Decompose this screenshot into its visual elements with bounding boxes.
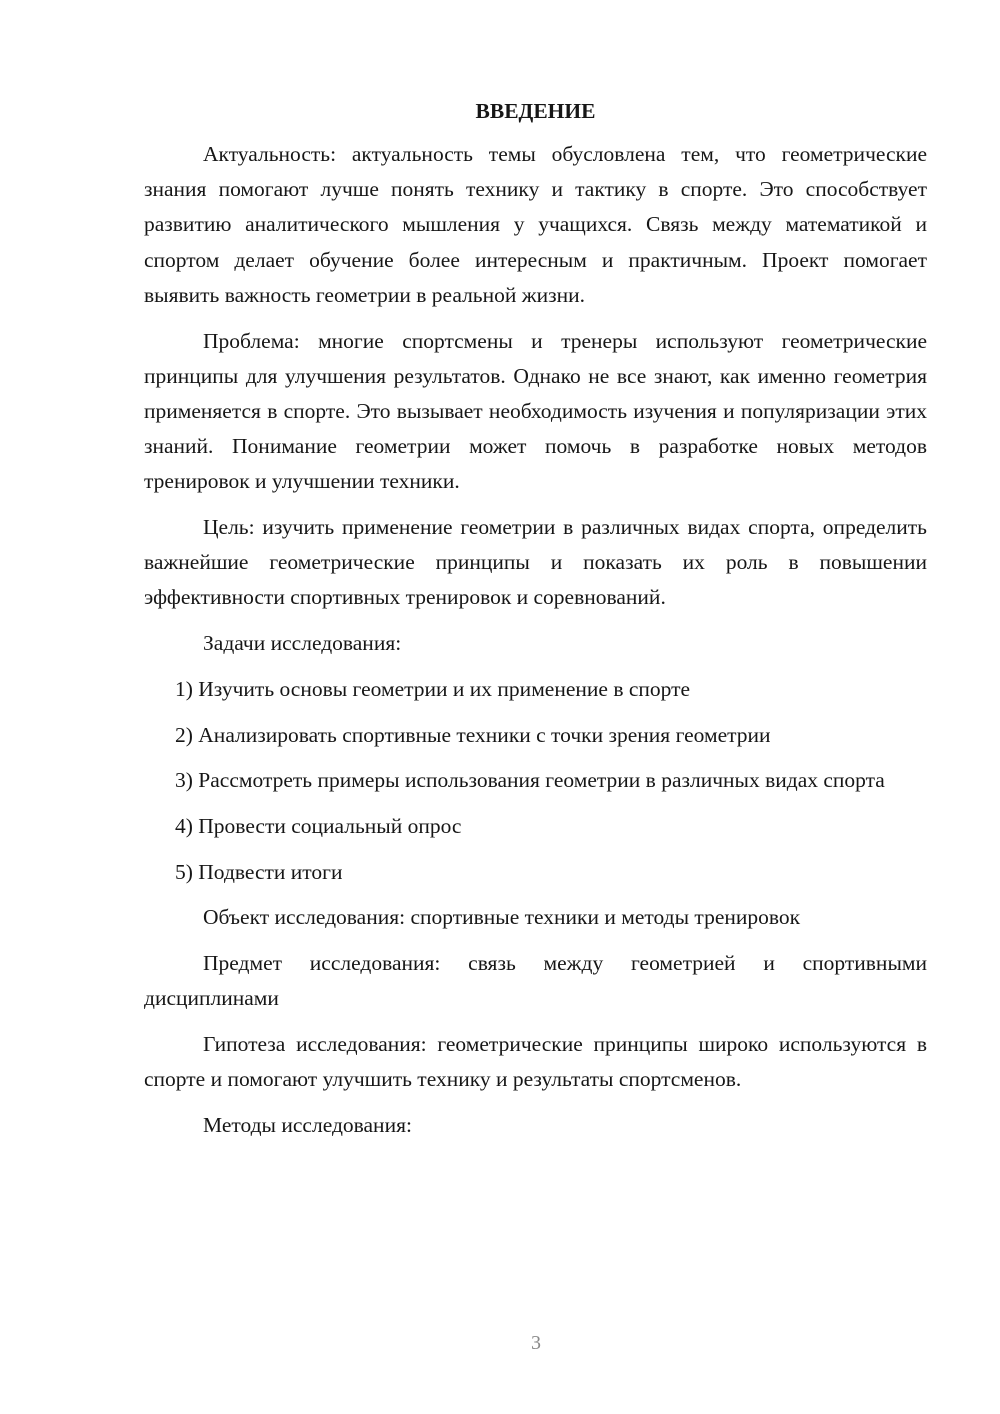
task-item-3: 3) Рассмотреть примеры использования геометрии в различных видах спорта (175, 768, 885, 793)
paragraph-hypothesis: Гипотеза исследования: геометрические принципы широко используются в спорте и помогают улучшить технику и результаты спортсменов. (144, 1031, 927, 1092)
paragraph-relevance: Актуальность: актуальность темы обусловлена тем, что геометрические знания помогают лучше понять технику и тактику в спорте. Это способствует развитию аналитического мышления у учащихся. Связь между математикой и спортом делает обучение более интересным и практичным. Проект помогает выявить важность геометрии в реальной жизни. (144, 142, 927, 307)
page-number: 3 (531, 1332, 541, 1354)
paragraph-methods-title: Методы исследования: (203, 1112, 412, 1137)
paragraph-goal: Цель: изучить применение геометрии в различных видах спорта, определить важнейшие геометрические принципы и показать их роль в повышении эффективности спортивных тренировок и соревнований. (144, 515, 927, 610)
page-title: ВВЕДЕНИЕ (475, 99, 596, 123)
task-item-1: 1) Изучить основы геометрии и их применение в спорте (175, 676, 691, 701)
paragraph-problem: Проблема: многие спортсмены и тренеры используют геометрические принципы для улучшения результатов. Однако не все знают, как именно геометрия применяется в спорте. Это вызывает необходимость изучения и популяризации этих знаний. Понимание геометрии может помочь в разработке новых методов тренировок и улучшении техники. (144, 328, 927, 494)
page-content (144, 93, 927, 1154)
paragraph-tasks-title: Задачи исследования: (203, 631, 402, 656)
task-item-5: 5) Подвести итоги (175, 859, 343, 884)
paragraph-subject: Предмет исследования: связь между геометрией и спортивными дисциплинами (144, 951, 927, 1011)
task-item-4: 4) Провести социальный опрос (175, 813, 462, 838)
task-item-2: 2) Анализировать спортивные техники с точки зрения геометрии (175, 722, 771, 747)
paragraph-object: Объект исследования: спортивные техники и методы тренировок (203, 905, 801, 930)
